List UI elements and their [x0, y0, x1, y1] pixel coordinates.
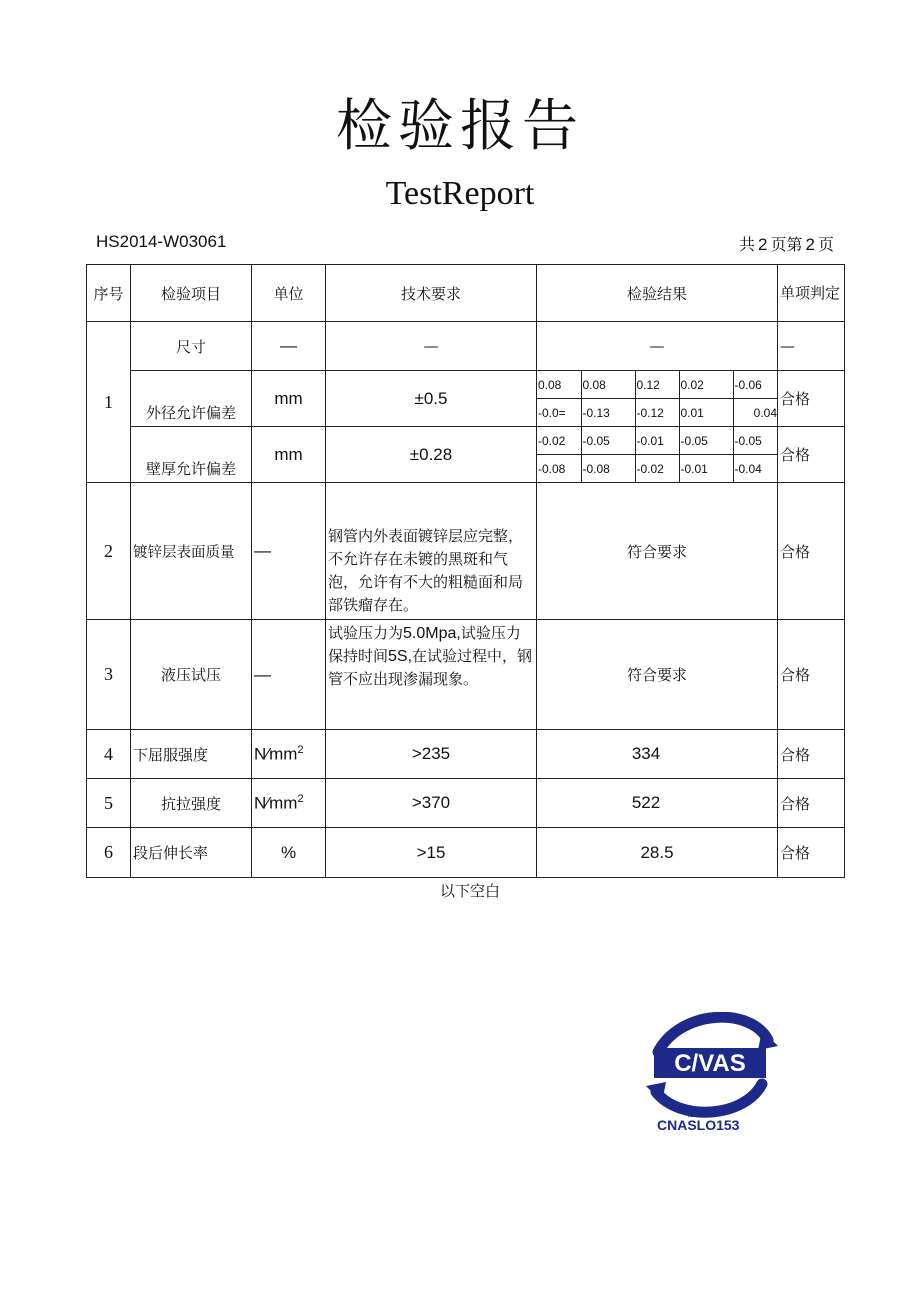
row-item: 镀锌层表面质量 — [131, 483, 252, 620]
row-result-grid — [537, 371, 778, 427]
row-verdict: 合格 — [778, 828, 845, 878]
row-verdict: 合格 — [778, 427, 845, 483]
table-row — [87, 779, 845, 828]
row-requirement: >235 — [326, 730, 537, 779]
measurement-cell: -0.05 — [733, 427, 778, 455]
header-item: 检验项目 — [131, 265, 252, 322]
measurement-cell: -0.01 — [679, 455, 733, 483]
row-requirement: — — [326, 322, 537, 371]
measurement-cell: -0.0= — [537, 399, 581, 427]
row-unit: % — [252, 828, 326, 878]
row-result: 522 — [537, 779, 778, 828]
row-verdict: 合格 — [778, 620, 845, 730]
row-requirement: >370 — [326, 779, 537, 828]
measurement-cell: -0.04 — [734, 461, 762, 476]
table-header-row — [87, 265, 845, 322]
table-row — [87, 322, 845, 371]
table-row — [87, 371, 845, 427]
row-requirement: 钢管内外表面镀锌层应完整，不允许存在未镀的黑斑和气泡，允许有不大的粗糙面和局部铁瘤存在。 — [326, 483, 537, 620]
row-unit: $N⁄mm^2$ — [252, 779, 326, 828]
page-indicator: 共 2 页第 2 页 — [739, 235, 834, 254]
header-result: 检验结果 — [537, 265, 778, 322]
report-title-cn: 检验报告 — [336, 94, 584, 159]
row-unit: — — [252, 322, 326, 371]
measurement-cell: -0.13 — [581, 399, 635, 427]
row-requirement: 试验压力为5.0Mpa,试验压力保持时间5S,在试验过程中，钢管不应出现渗漏现象。 — [326, 620, 537, 730]
measurement-cell: 0.02 — [679, 371, 733, 399]
row-verdict: 合格 — [778, 483, 845, 620]
measurement-cell: 0.08 — [537, 371, 581, 399]
stamp-code: CNASLO153 — [657, 1117, 740, 1133]
header-verdict: 单项判定 — [778, 265, 845, 322]
row-index: 5 — [87, 779, 131, 828]
row-index: 4 — [87, 730, 131, 779]
row-index: 2 — [87, 483, 131, 620]
row-requirement: >15 — [326, 828, 537, 878]
report-number: HS2014-W03061 — [96, 232, 227, 251]
table-row — [87, 620, 845, 730]
measurement-cell: -0.02 — [537, 427, 581, 455]
row-verdict: 合格 — [778, 730, 845, 779]
stamp-label: 检测 — [686, 1106, 708, 1119]
row-result: 符合要求 — [537, 483, 778, 620]
row-result: 28.5 — [537, 828, 778, 878]
header-index: 序号 — [87, 265, 131, 322]
measurement-cell: 0.12 — [635, 371, 679, 399]
row-item: 壁厚允许偏差 — [131, 427, 252, 483]
row-unit: $N⁄mm^2$ — [252, 730, 326, 779]
stamp-brand: C/VAS — [674, 1050, 746, 1077]
row-result: — — [537, 322, 778, 371]
row-index: 3 — [87, 620, 131, 730]
row-item: 段后伸长率 — [131, 828, 252, 878]
measurement-grid — [537, 427, 778, 482]
row-verdict: 合格 — [778, 371, 845, 427]
row-requirement: ±0.5 — [326, 371, 537, 427]
report-title-en: TestReport — [385, 175, 535, 212]
row-verdict: — — [778, 322, 845, 371]
header-requirement: 技术要求 — [326, 265, 537, 322]
measurement-cell: -0.08 — [537, 455, 581, 483]
row-item: 尺寸 — [131, 322, 252, 371]
row-unit: — — [252, 620, 326, 730]
row-item: 外径允许偏差 — [131, 371, 252, 427]
row-verdict: 合格 — [778, 779, 845, 828]
header-unit: 单位 — [252, 265, 326, 322]
row-requirement: ±0.28 — [326, 427, 537, 483]
measurement-cell: 0.08 — [581, 371, 635, 399]
row-unit: — — [252, 483, 326, 620]
table-row — [87, 427, 845, 483]
row-unit: mm — [252, 371, 326, 427]
measurement-cell: -0.06 — [733, 371, 778, 399]
row-unit: mm — [252, 427, 326, 483]
measurement-cell: -0.08 — [581, 455, 635, 483]
table-row — [87, 730, 845, 779]
row-index: 6 — [87, 828, 131, 878]
table-row — [87, 483, 845, 620]
measurement-cell: -0.12 — [635, 399, 679, 427]
measurement-cell: -0.05 — [581, 427, 635, 455]
table-row — [87, 828, 845, 878]
row-index: 1 — [87, 322, 131, 483]
row-item: 下屈服强度 — [131, 730, 252, 779]
row-item: 抗拉强度 — [131, 779, 252, 828]
measurement-cell: -0.05 — [679, 427, 733, 455]
measurement-cell: -0.01 — [635, 427, 679, 455]
test-results-table — [86, 264, 845, 878]
end-of-content-note: 以下空白 — [440, 882, 501, 900]
measurement-cell: 0.01 — [679, 399, 733, 427]
measurement-cell: 0.04 — [753, 405, 777, 420]
row-result: 符合要求 — [537, 620, 778, 730]
measurement-cell: -0.02 — [635, 455, 679, 483]
measurement-grid — [537, 371, 778, 426]
row-item: 液压试压 — [131, 620, 252, 730]
row-result-grid — [537, 427, 778, 483]
row-result: 334 — [537, 730, 778, 779]
